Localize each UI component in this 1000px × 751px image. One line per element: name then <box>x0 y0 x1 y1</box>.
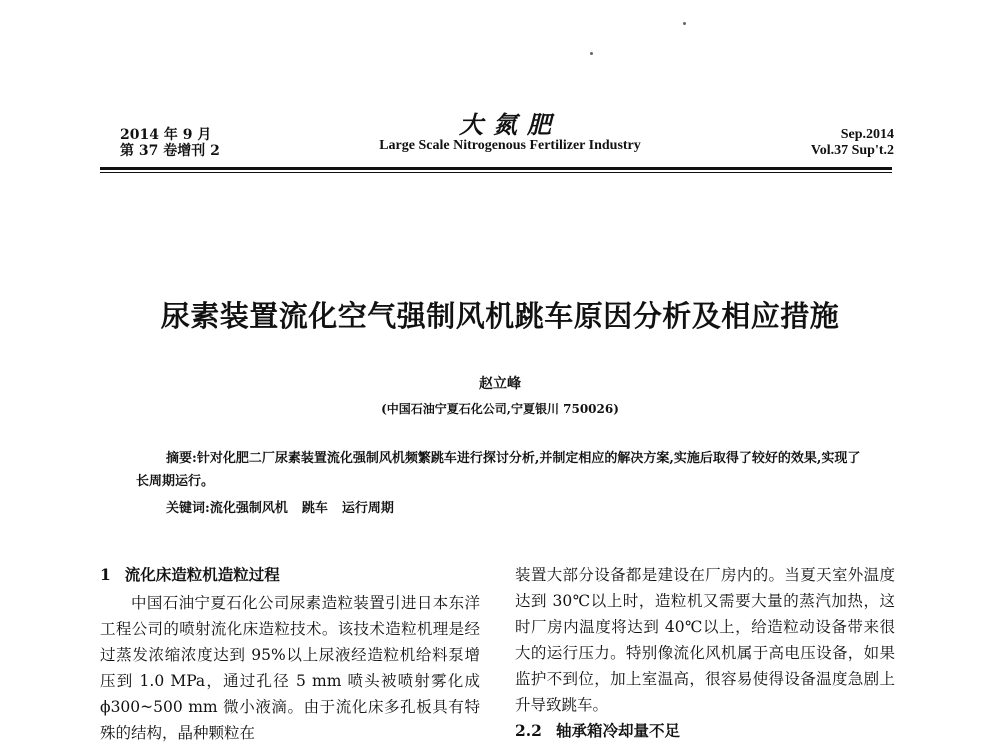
header-rule-thin <box>100 172 892 173</box>
subsection-number: 2.2 <box>515 721 542 740</box>
header-journal <box>370 112 650 154</box>
subsection-title: 轴承箱冷却量不足 <box>555 721 680 740</box>
header-volume: 第 37 卷增刊 2 <box>120 143 220 159</box>
article-author: 赵立峰 <box>479 376 521 392</box>
author-affiliation: (中国石油宁夏石化公司,宁夏银川 750026) <box>381 402 619 416</box>
section-number: 1 <box>100 565 111 584</box>
article-title: 尿素装置流化空气强制风机跳车原因分析及相应措施 <box>160 299 840 333</box>
header-date-en: Sep.2014 <box>840 127 894 142</box>
keywords-label: 关键词: <box>166 501 210 516</box>
header-issue-info-en <box>811 127 894 159</box>
abstract-text: 针对化肥二厂尿素装置流化强制风机频繁跳车进行探讨分析,并制定相应的解决方案,实施后取得了较好的效果,实现了长周期运行。 <box>136 451 861 489</box>
keyword: 运行周期 <box>341 501 394 516</box>
keyword: 跳车 <box>301 501 328 516</box>
keywords <box>166 497 866 516</box>
header-date: 2014 年 9 月 <box>120 127 212 143</box>
header-issue-info <box>120 127 220 159</box>
header-rule-thick <box>100 167 892 170</box>
body-paragraph: 装置大部分设备都是建设在厂房内的。当夏天室外温度达到 30℃以上时，造粒机又需要大量的蒸汽加热，这时厂房内温度将达到 40℃以上，给造粒动设备带来很大的运行压力。特别像流化风机属于高电压设备，如果监护不到位，加上室温高，很容易使得设备温度急剧上升导致跳车。 <box>515 566 895 714</box>
abstract-label: 摘要: <box>166 451 197 466</box>
journal-name: Large Scale Nitrogenous Fertilizer Industry <box>379 138 641 153</box>
keyword: 流化强制风机 <box>209 501 288 516</box>
body-paragraph: 中国石油宁夏石化公司尿素造粒装置引进日本东洋工程公司的喷射流化床造粒技术。该技术造粒机理是经过蒸发浓缩浓度达到 95%以上尿液经造粒机给料泵增压到 1.0 MPa，通过孔径 5 mm 喷头被喷射雾化成 ϕ300~500 mm 微小液滴。由于流化床多孔板具有特殊的结构，晶种颗粒在 <box>100 594 480 742</box>
subsection-heading <box>515 718 895 744</box>
section-heading <box>100 562 480 588</box>
journal-logo: 大氮肥 <box>459 110 561 139</box>
scan-speck <box>590 52 593 55</box>
scan-speck <box>683 22 686 25</box>
header-volume-en: Vol.37 Sup't.2 <box>810 143 894 158</box>
left-column <box>100 562 480 746</box>
right-column <box>515 562 895 746</box>
abstract <box>136 447 866 493</box>
section-title: 流化床造粒机造粒过程 <box>124 565 280 584</box>
